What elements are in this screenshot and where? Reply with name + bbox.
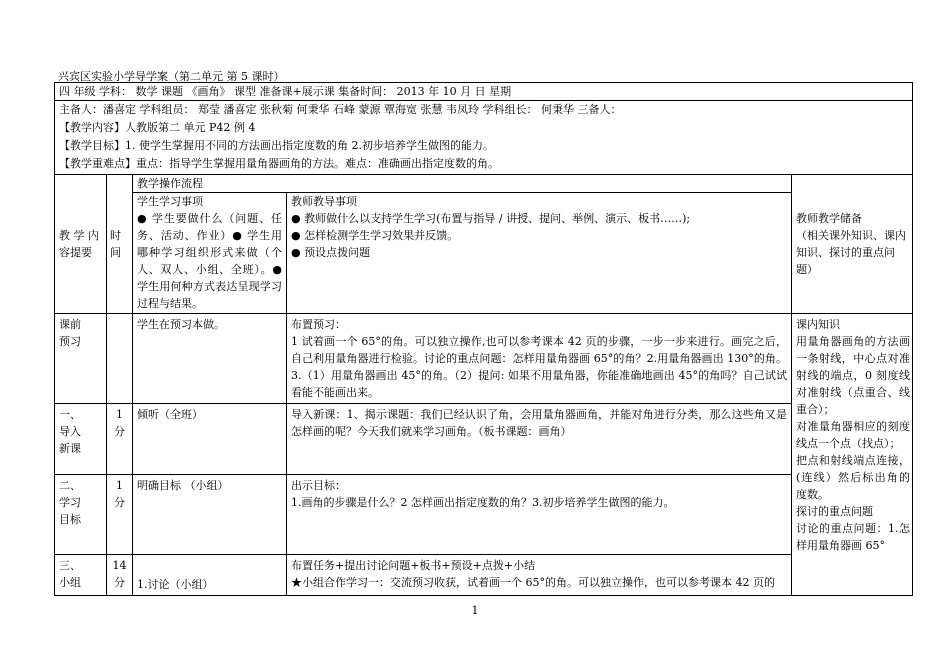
teacher-item: ● 怎样检测学生学习效果并反馈。 xyxy=(291,229,459,242)
row-label: 二、 学习 目标 xyxy=(55,475,107,555)
table-header-row xyxy=(55,175,914,314)
row-student: 明确目标 （小组） xyxy=(133,475,287,555)
process-header-cell xyxy=(133,175,792,314)
header-preparers: 主备人：潘喜定 学科组员： 郑莹 潘喜定 张秋菊 何秉华 石峰 蒙源 覃海宽 张慧 韦凤玲 学科组长： 何秉华 三备人： xyxy=(59,103,622,116)
row-teacher: 出示目标： 1.画角的步骤是什么？2 怎样画出指定度数的角？3.初步培养学生做图的能力。 xyxy=(287,475,792,555)
table-row xyxy=(55,314,914,404)
header-key-difficult-points: 【教学重难点】重点：指导学生掌握用量角器画角的方法。难点：准确画出指定度数的角。 xyxy=(59,157,499,170)
header-teaching-goals: 【教学目标】1. 使学生掌握用不同的方法画出指定度数的角 2.初步培养学生做图的能力。 xyxy=(59,139,494,152)
process-header: 教学操作流程 xyxy=(133,175,791,193)
reserve-body: 课内知识 用量角器画角的方法画一条射线，中心点对准射线的端点，0 刻度线对准射线（点重合、线重合）； 对准量角器相应的刻度线点一个点（找点）； 把点和射线端点连接，(连线）然后标出角的度数。 探讨的重点问题 讨论的重点问题：1.怎样用量角器画 65° xyxy=(792,314,914,597)
content-column-header: 教 学 内容提要 xyxy=(55,175,107,314)
teacher-item: ● 教师做什么以支持学生学习(布置与指导 / 讲授、提问、举例、演示、板书……); xyxy=(291,212,691,225)
lesson-flow-table xyxy=(54,174,913,596)
student-column-desc: ● 学生要做什么（问题、任务、活动、作业）● 学生用哪种学习组织形式来做（个人、双人、小组、全班）。● 学生用何种方式表达呈现学习过程与结果。 xyxy=(137,212,282,310)
teacher-item: ● 预设点拨问题 xyxy=(291,246,371,259)
row-student: 倾听（全班） xyxy=(133,404,287,475)
table-row xyxy=(55,475,914,555)
row-teacher: 布置预习： 1 试着画一个 65°的角。可以独立操作,也可以参考课本 42 页的步骤，一步一步来进行。画完之后，自己利用量角器进行检验。讨论的重点问题：怎样用量角器画 65°的角？2.用量角器画出 130°的角。3.（1）用量角器画出 45°的角。（2）提问: 如果不用量角器，你能准确地画出 45°的角吗？自己试试看能不能画出来。 xyxy=(287,314,792,404)
row-student: 学生在预习本做。 xyxy=(133,314,287,404)
student-column xyxy=(133,193,287,313)
row-teacher: 导入新课：1、揭示课题：我们已经认识了角，会用量角器画角，并能对角进行分类，那么这些角又是怎样画的呢？今天我们就来学习画角。（板书课题：画角） xyxy=(287,404,792,475)
time-column-header: 时间 xyxy=(107,175,133,314)
page-number: 1 xyxy=(471,604,479,617)
reserve-column-header: 教师教学储备 （相关课外知识、课内知识、探讨的重点问题） xyxy=(792,175,914,314)
header-grade-subject: 四 年级 学科： 数学 课题 《画角》 课型 准备课+展示课 集备时间： 2013 年 10 月 日 星期 xyxy=(55,83,912,101)
header-teaching-content: 【教学内容】人教版第二 单元 P42 例 4 xyxy=(59,121,256,134)
row-label: 课前 预习 xyxy=(55,314,107,404)
row-label: 三、 小组 xyxy=(55,555,107,597)
row-teacher: 布置任务+提出讨论问题+板书+预设+点拨+小结 ★小组合作学习一：交流预习收获，试着画一个 65°的角。可以独立操作，也可以参考课本 42 页的 xyxy=(287,555,792,597)
teacher-column-header: 教师教导事项 xyxy=(291,195,357,208)
row-time: 14 分 xyxy=(107,555,133,597)
row-time: 1 分 xyxy=(107,475,133,555)
student-column-header: 学生学习事项 xyxy=(137,195,203,208)
row-label: 一、 导入 新课 xyxy=(55,404,107,475)
document-title: 兴宾区实验小学导学案（第二单元 第 5 课时） xyxy=(58,70,285,83)
teacher-column xyxy=(287,193,791,313)
row-time: 1 分 xyxy=(107,404,133,475)
row-time xyxy=(107,314,133,404)
row-student: 1.讨论（小组） xyxy=(133,555,287,597)
table-row xyxy=(55,555,914,597)
table-row xyxy=(55,404,914,475)
lesson-plan-frame xyxy=(54,82,913,596)
